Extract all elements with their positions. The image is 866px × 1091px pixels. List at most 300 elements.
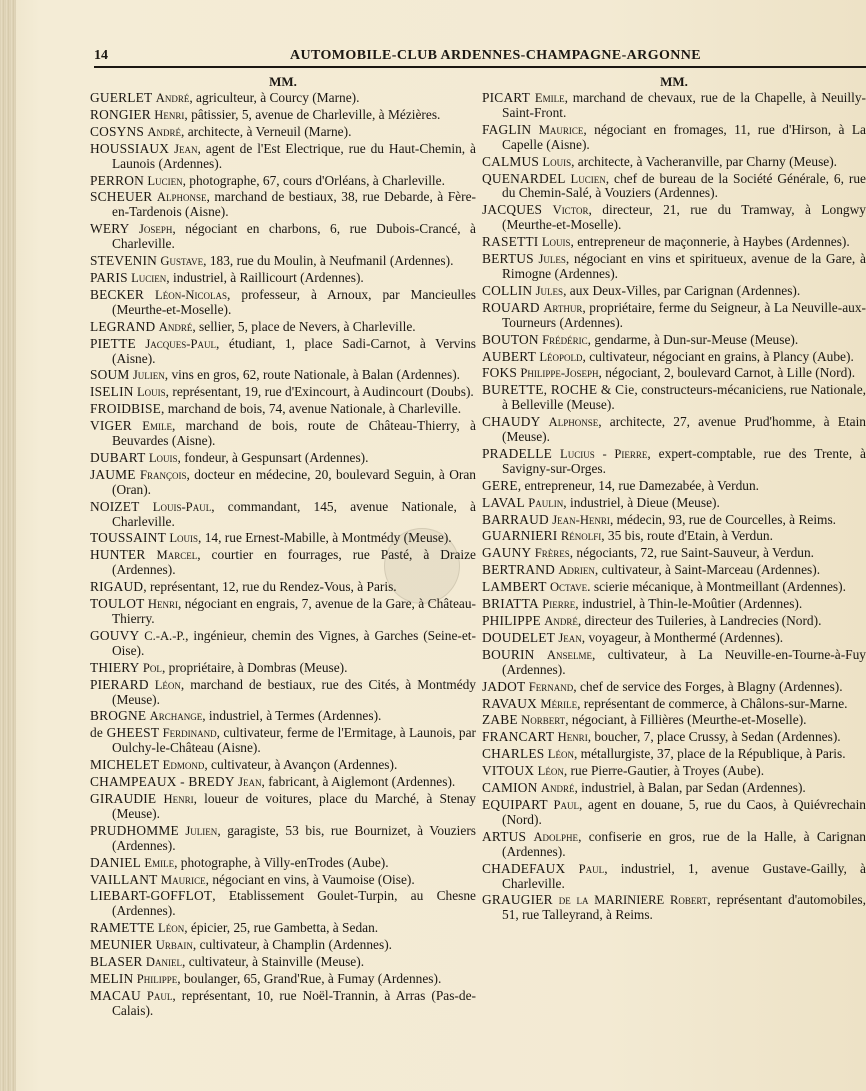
member-details: , rue Pierre-Gautier, à Troyes (Aube). xyxy=(563,764,765,779)
member-given-name: Anselme xyxy=(546,647,593,662)
member-entry xyxy=(482,764,866,779)
member-entry xyxy=(90,824,476,854)
member-surname: LEGRAND xyxy=(90,319,156,334)
member-details: , marchand de bois, route de Château-Thierry, à Beuvardes (Aisne). xyxy=(112,419,476,449)
member-entry xyxy=(90,271,476,286)
member-surname: ROUARD xyxy=(482,300,540,315)
member-details: , négociant en fromages, 11, rue d'Hirson, à La Capelle (Aisne). xyxy=(502,122,866,152)
member-entry xyxy=(90,91,476,106)
member-given-name: Paul xyxy=(578,861,605,876)
member-details: , expert-comptable, rue des Trente, à Savigny-sur-Orges. xyxy=(502,446,866,476)
member-entry xyxy=(90,222,476,252)
member-surname: PRADELLE xyxy=(482,446,553,461)
member-entry xyxy=(90,320,476,335)
member-surname: FROIDBISE xyxy=(90,402,161,417)
member-surname: DUBART xyxy=(90,450,146,465)
member-details: , marchand de bestiaux, rue des Cités, à Montmédy (Meuse). xyxy=(112,677,476,707)
member-entry xyxy=(90,889,476,919)
member-details: , négociant en vins et spiritueux, avenue de la Gare, à Rimogne (Ardennes). xyxy=(502,252,866,281)
member-entry xyxy=(90,548,476,578)
member-entry xyxy=(90,368,476,383)
member-surname: LAVAL xyxy=(482,495,525,510)
member-entry xyxy=(90,108,476,123)
member-entry xyxy=(482,680,866,695)
member-details: , cultivateur, à La Neuville-en-Tourne-à-Fuy (Ardennes). xyxy=(502,647,866,677)
member-details: , cultivateur, à Stainville (Meuse). xyxy=(182,955,365,970)
member-details: , entrepreneur, 14, rue Damezabée, à Verdun. xyxy=(517,478,760,493)
member-entry xyxy=(90,678,476,708)
member-given-name: Jacques-Paul xyxy=(145,336,216,351)
member-details: , agent en douane, 5, rue du Caos, à Quiévrechain (Nord). xyxy=(502,797,866,827)
member-details: , marchand de chevaux, rue de la Chapelle, à Neuilly-Saint-Front. xyxy=(502,91,866,120)
left-column xyxy=(90,74,476,1021)
member-entry xyxy=(90,402,476,417)
right-column xyxy=(482,74,866,925)
member-surname: BOURIN xyxy=(482,647,535,662)
member-given-name: Louis xyxy=(148,450,178,465)
member-details: , boucher, 7, place Crussy, à Sedan (Ardennes). xyxy=(587,730,841,745)
member-given-name: Rénolfi xyxy=(560,529,602,544)
member-surname: RAVAUX xyxy=(482,696,538,711)
member-entry xyxy=(482,893,866,923)
member-details: , loueur de voitures, place du Marché, à Stenay (Meuse). xyxy=(112,791,476,821)
member-surname: BARRAUD xyxy=(482,512,549,527)
member-details: , épicier, 25, rue Gambetta, à Sedan. xyxy=(184,921,379,936)
member-surname: VAILLANT xyxy=(90,872,158,887)
member-surname: HOUSSIAUX xyxy=(90,141,170,156)
page-header xyxy=(94,46,860,66)
member-entry xyxy=(90,597,476,627)
member-given-name: Lucien xyxy=(131,270,167,285)
member-entry xyxy=(482,862,866,892)
member-given-name: Archange xyxy=(149,709,203,724)
member-details: , confiserie en gros, rue de la Halle, à Carignan (Ardennes). xyxy=(502,829,866,859)
member-given-name: Henri xyxy=(147,597,179,612)
member-given-name: Lucius - Pierre xyxy=(560,446,648,461)
member-details: , propriétaire, ferme du Seigneur, à La Neuville-aux-Tourneurs (Ardennes). xyxy=(502,300,866,330)
member-entry xyxy=(482,614,866,629)
member-entry xyxy=(482,333,866,348)
member-surname: VIGER xyxy=(90,419,132,434)
member-given-name: Emile xyxy=(144,855,175,870)
member-surname: WERY xyxy=(90,222,130,237)
member-entry xyxy=(90,500,476,530)
member-details: , photographe, 67, cours d'Orléans, à Charleville. xyxy=(182,173,445,188)
member-entry xyxy=(90,468,476,498)
member-surname: EQUIPART xyxy=(482,797,548,812)
member-details: , marchand de bestiaux, 38, rue Debarde, à Fère-en-Tardenois (Aisne). xyxy=(112,190,476,220)
member-given-name: Arthur xyxy=(543,300,583,315)
member-given-name: Julien xyxy=(132,368,165,383)
member-given-name: Paul xyxy=(146,988,173,1003)
member-surname: GAUNY xyxy=(482,546,532,561)
member-entry xyxy=(90,792,476,822)
member-entry xyxy=(482,648,866,678)
member-list-left xyxy=(90,91,476,1019)
member-surname: de GHEEST xyxy=(90,726,160,741)
member-details: , gendarme, à Dun-sur-Meuse (Meuse). xyxy=(587,332,799,347)
member-details: , sellier, 5, place de Nevers, à Charleville. xyxy=(192,319,416,334)
member-surname: CALMUS xyxy=(482,154,540,169)
member-given-name: Joseph xyxy=(138,222,173,237)
member-details: , représentant d'automobiles, 51, rue Talleyrand, à Reims. xyxy=(502,893,866,923)
member-surname: GUERLET xyxy=(90,91,153,105)
member-surname: BECKER xyxy=(90,287,145,302)
member-details: , industriel, à Raillicourt (Ardennes). xyxy=(166,270,364,285)
running-head: AUTOMOBILE-CLUB ARDENNES-CHAMPAGNE-ARGONNE xyxy=(290,48,702,63)
member-given-name: Norbert xyxy=(521,713,566,728)
member-surname: PHILIPPE xyxy=(482,614,541,628)
member-surname: GERE xyxy=(482,478,518,493)
member-surname: LIEBART-GOFFLOT xyxy=(90,889,213,904)
member-surname: PIERARD xyxy=(90,677,149,692)
member-entry xyxy=(90,288,476,318)
member-entry xyxy=(90,989,476,1019)
member-given-name: Pol xyxy=(142,660,162,675)
member-given-name: Octave xyxy=(549,580,588,595)
member-details: , pâtissier, 5, avenue de Charleville, à Mézières. xyxy=(184,107,441,122)
member-surname: PRUDHOMME xyxy=(90,823,179,838)
member-given-name: Louis xyxy=(541,235,571,250)
member-given-name: Alphonse xyxy=(156,190,207,205)
member-surname: LAMBERT xyxy=(482,580,547,595)
member-surname: RASETTI xyxy=(482,235,539,250)
member-details: , entrepreneur de maçonnerie, à Haybes (Ardennes). xyxy=(570,235,850,250)
member-surname: HUNTER xyxy=(90,548,146,563)
member-given-name: Daniel xyxy=(145,955,182,970)
member-details: , boulanger, 65, Grand'Rue, à Fumay (Ardennes). xyxy=(177,971,442,986)
member-given-name: Léon xyxy=(547,747,574,762)
member-details: , négociant en engrais, 7, avenue de la Gare, à Château-Thierry. xyxy=(112,597,476,626)
member-entry xyxy=(90,709,476,724)
member-details: , Etablissement Goulet-Turpin, au Chesne (Ardennes). xyxy=(112,889,476,919)
member-details: , fondeur, à Gespunsart (Ardennes). xyxy=(177,450,369,465)
page-edge xyxy=(0,0,16,1091)
member-surname: NOIZET xyxy=(90,499,140,514)
member-surname: MEUNIER xyxy=(90,938,153,953)
member-surname: BERTRAND xyxy=(482,563,555,578)
member-details: , garagiste, 53 bis, rue Bournizet, à Vouziers (Ardennes). xyxy=(112,823,476,853)
member-entry xyxy=(90,190,476,220)
member-given-name: Paul xyxy=(553,797,579,812)
member-surname: PIETTE xyxy=(90,336,136,351)
member-surname: CHADEFAUX xyxy=(482,861,566,876)
member-surname: ZABE xyxy=(482,713,518,728)
member-given-name: Léon xyxy=(154,677,181,692)
member-entry xyxy=(482,350,866,365)
member-details: , 35 bis, route d'Etain, à Verdun. xyxy=(601,529,773,544)
member-entry xyxy=(90,385,476,400)
member-surname: STEVENIN xyxy=(90,254,158,269)
member-details: , vins en gros, 62, route Nationale, à Balan (Ardennes). xyxy=(164,368,461,383)
member-details: , métallurgiste, 37, place de la République, à Paris. xyxy=(573,747,846,762)
member-entry xyxy=(90,758,476,773)
member-entry xyxy=(90,661,476,676)
member-surname: ISELIN xyxy=(90,385,134,400)
member-given-name: Louis xyxy=(136,385,166,400)
member-given-name: Léon xyxy=(537,764,564,779)
member-entry xyxy=(90,337,476,367)
member-entry xyxy=(90,955,476,970)
member-details: . scierie mécanique, à Montmeillant (Ardennes). xyxy=(587,580,846,595)
member-given-name: Léon xyxy=(158,921,185,936)
member-given-name: Henri xyxy=(163,791,194,806)
member-given-name: Julien xyxy=(185,823,218,838)
member-details: , industriel, à Termes (Ardennes). xyxy=(202,709,382,724)
member-details: , architecte, 27, avenue Prud'homme, à Etain (Meuse). xyxy=(502,415,866,445)
member-given-name: Maurice xyxy=(160,872,206,887)
member-surname: CHAUDY xyxy=(482,415,541,430)
member-details: , représentant de commerce, à Châlons-sur-Marne. xyxy=(577,696,848,711)
member-entry xyxy=(90,972,476,987)
member-given-name: Edmond xyxy=(162,758,205,773)
member-details: , courtier en fourrages, rue Pasté, à Draize (Ardennes). xyxy=(112,548,476,578)
member-given-name: C.-A.-P. xyxy=(144,628,186,643)
member-surname: SCHEUER xyxy=(90,190,153,205)
member-entry xyxy=(482,781,866,796)
member-details: , cultivateur, à Avançon (Ardennes). xyxy=(204,758,398,773)
member-given-name: Jean xyxy=(238,775,262,790)
member-surname: JAUME xyxy=(90,467,136,482)
member-list-right xyxy=(482,91,866,923)
member-surname: CAMION xyxy=(482,781,538,796)
member-surname: MELIN xyxy=(90,971,134,986)
member-surname: BLASER xyxy=(90,955,143,970)
page-number: 14 xyxy=(94,48,108,63)
member-entry xyxy=(482,580,866,595)
member-details: , 14, rue Ernest-Mabille, à Montmédy (Meuse). xyxy=(198,531,452,546)
member-given-name: Victor xyxy=(552,203,589,218)
member-entry xyxy=(90,873,476,888)
member-surname: VITOUX xyxy=(482,764,535,779)
member-given-name: Louis xyxy=(169,531,199,546)
member-details: , aux Deux-Villes, par Carignan (Ardennes). xyxy=(563,283,801,298)
member-entry xyxy=(90,775,476,790)
member-entry xyxy=(90,531,476,546)
member-surname: FAGLIN xyxy=(482,122,532,137)
member-surname: GIRAUDIE xyxy=(90,791,157,806)
member-details: , commandant, 145, avenue Nationale, à Charleville. xyxy=(112,499,476,529)
member-entry xyxy=(90,856,476,871)
member-details: , représentant, 12, rue du Rendez-Vous, à Paris. xyxy=(143,580,397,595)
member-details: , voyageur, à Monthermé (Ardennes). xyxy=(581,630,784,645)
member-given-name: Adrien xyxy=(558,563,595,578)
member-entry xyxy=(482,91,866,121)
member-details: , cultivateur, négociant en grains, à Plancy (Aube). xyxy=(582,349,854,364)
member-details: , directeur des Tuileries, à Landrecies (Nord). xyxy=(577,614,822,628)
member-surname: CHARLES xyxy=(482,747,545,762)
member-given-name: Pierre xyxy=(542,597,576,612)
member-details: , négociant en charbons, 6, rue Dubois-Crancé, à Charleville. xyxy=(112,222,476,252)
member-entry xyxy=(482,697,866,712)
member-surname: TOULOT xyxy=(90,597,145,612)
member-details: , cultivateur, à Saint-Marceau (Ardennes). xyxy=(594,563,821,578)
member-given-name: Henri xyxy=(154,107,185,122)
member-details: , négociants, 72, rue Saint-Sauveur, à Verdun. xyxy=(569,546,815,561)
member-entry xyxy=(482,513,866,528)
member-details: , cultivateur, à Champlin (Ardennes). xyxy=(192,938,393,953)
member-details: , propriétaire, à Dombras (Meuse). xyxy=(161,660,348,675)
member-surname: BURETTE, ROCHE & Cie xyxy=(482,383,635,398)
member-entry xyxy=(90,580,476,595)
member-entry xyxy=(90,629,476,659)
member-surname: GOUVY xyxy=(90,628,140,643)
member-details: , industriel, à Balan, par Sedan (Ardennes). xyxy=(574,781,806,796)
member-details: , étudiant, 1, place Sadi-Carnot, à Vervins (Aisne). xyxy=(112,336,476,366)
column-heading: MM. xyxy=(660,74,688,89)
member-entry xyxy=(482,235,866,250)
member-entry xyxy=(90,125,476,140)
member-details: , chef de service des Forges, à Blagny (Ardennes). xyxy=(573,679,843,694)
member-entry xyxy=(482,123,866,153)
member-surname: GRAUGIER xyxy=(482,893,553,908)
member-details: , ingénieur, chemin des Vignes, à Garches (Seine-et-Oise). xyxy=(112,628,476,658)
member-given-name: André xyxy=(155,91,190,105)
member-entry xyxy=(482,284,866,299)
member-given-name: André xyxy=(147,124,182,139)
member-entry xyxy=(482,563,866,578)
member-details: , agriculteur, à Courcy (Marne). xyxy=(189,91,360,105)
member-given-name: de la MARINIERE Robert xyxy=(558,893,708,908)
member-given-name: Ferdinand xyxy=(162,726,217,741)
member-surname: CHAMPEAUX - BREDY xyxy=(90,775,235,790)
member-details: , industriel, à Thin-le-Moûtier (Ardennes). xyxy=(575,597,803,612)
member-entry xyxy=(90,174,476,189)
member-given-name: Gustave xyxy=(160,254,204,269)
member-details: , négociant, à Fillières (Meurthe-et-Moselle). xyxy=(565,713,807,728)
member-given-name: André xyxy=(158,319,193,334)
member-given-name: Marcel xyxy=(156,548,198,563)
member-entry xyxy=(482,366,866,381)
member-entry xyxy=(482,252,866,282)
member-surname: TOUSSAINT xyxy=(90,531,166,546)
member-given-name: Léopold xyxy=(539,349,583,364)
member-given-name: Urbain xyxy=(155,938,193,953)
member-surname: DOUDELET xyxy=(482,630,555,645)
member-given-name: Fernand xyxy=(528,679,574,694)
member-given-name: Jean xyxy=(174,141,198,156)
member-details: , docteur en médecine, 20, boulevard Seguin, à Oran (Oran). xyxy=(112,467,476,497)
member-surname: JACQUES xyxy=(482,203,543,218)
member-given-name: Lucien xyxy=(147,173,183,188)
member-given-name: Lucien xyxy=(570,171,606,186)
member-details: , représentant, 19, rue d'Exincourt, à Audincourt (Doubs). xyxy=(165,385,474,400)
member-surname: PICART xyxy=(482,91,531,105)
member-given-name: Frédéric xyxy=(542,332,588,347)
member-given-name: Adolphe xyxy=(533,829,579,844)
member-given-name: Frères xyxy=(534,546,570,561)
member-surname: RONGIER xyxy=(90,107,151,122)
member-entry xyxy=(482,631,866,646)
member-given-name: Mérile xyxy=(540,696,578,711)
member-entry xyxy=(482,479,866,494)
member-details: , industriel, à Dieue (Meuse). xyxy=(563,495,720,510)
member-surname: COLLIN xyxy=(482,283,533,298)
member-surname: AUBERT xyxy=(482,349,536,364)
member-surname: BERTUS xyxy=(482,252,534,267)
member-surname: GUARNIERI xyxy=(482,529,558,544)
member-entry xyxy=(482,172,866,202)
member-given-name: André xyxy=(544,614,578,628)
member-entry xyxy=(482,383,866,413)
member-given-name: Henri xyxy=(557,730,588,745)
member-surname: SOUM xyxy=(90,368,130,383)
member-entry xyxy=(482,203,866,233)
member-entry xyxy=(482,546,866,561)
member-surname: JADOT xyxy=(482,679,526,694)
member-surname: BRIATTA xyxy=(482,597,539,612)
member-given-name: François xyxy=(140,467,187,482)
member-surname: BROGNE xyxy=(90,709,147,724)
member-given-name: Emile xyxy=(534,91,565,105)
member-surname: ARTUS xyxy=(482,829,527,844)
member-entry xyxy=(482,730,866,745)
member-details: , négociant en vins, à Vaumoise (Oise). xyxy=(205,872,415,887)
member-details: , marchand de bois, 74, avenue Nationale, à Charleville. xyxy=(161,402,462,417)
member-given-name: Philippe xyxy=(136,971,178,986)
member-given-name: Jules xyxy=(538,252,566,267)
member-details: , directeur, 21, rue du Tramway, à Longwy (Meurthe-et-Moselle). xyxy=(502,203,866,233)
member-details: , cultivateur, ferme de l'Ermitage, à Launois, par Oulchy-le-Château (Aisne). xyxy=(112,726,476,756)
member-surname: FOKS xyxy=(482,366,518,381)
member-details: , professeur, à Arnoux, par Mancieulles (Meurthe-et-Moselle). xyxy=(112,287,476,317)
member-given-name: Philippe-Joseph xyxy=(520,366,599,381)
member-details: , industriel, 1, avenue Gustave-Gailly, à Charleville. xyxy=(502,861,866,891)
member-surname: BOUTON xyxy=(482,332,539,347)
member-entry xyxy=(482,301,866,331)
member-given-name: Emile xyxy=(142,419,172,434)
member-surname: FRANCART xyxy=(482,730,555,745)
member-entry xyxy=(90,938,476,953)
member-given-name: Jean-Henri xyxy=(552,512,610,527)
member-details: , agent de l'Est Electrique, rue du Haut-Chemin, à Launois (Ardennes). xyxy=(112,141,476,171)
member-surname: DANIEL xyxy=(90,855,142,870)
member-details: , représentant, 10, rue Noël-Trannin, à Arras (Pas-de-Calais). xyxy=(112,988,476,1018)
member-given-name: Maurice xyxy=(538,122,584,137)
member-given-name: Léon-Nicolas xyxy=(155,287,228,302)
member-entry xyxy=(482,597,866,612)
member-surname: PERRON xyxy=(90,173,145,188)
member-given-name: Louis-Paul xyxy=(152,499,212,514)
member-details: , 183, rue du Moulin, à Neufmanil (Ardennes). xyxy=(203,254,454,269)
member-entry xyxy=(482,798,866,828)
member-given-name: Paulin xyxy=(528,495,564,510)
member-details: , photographe, à Villy-enTrodes (Aube). xyxy=(174,855,389,870)
member-given-name: Alphonse xyxy=(548,415,599,430)
member-details: , fabricant, à Aiglemont (Ardennes). xyxy=(261,775,456,790)
member-given-name: Jean xyxy=(558,630,582,645)
member-surname: MACAU xyxy=(90,988,141,1003)
member-entry xyxy=(90,726,476,756)
member-details: , médecin, 93, rue de Courcelles, à Reims. xyxy=(609,512,837,527)
member-surname: RAMETTE xyxy=(90,921,155,936)
member-details: , constructeurs-mécaniciens, rue Nationale, à Belleville (Meuse). xyxy=(502,383,866,413)
member-entry xyxy=(482,496,866,511)
member-entry xyxy=(482,747,866,762)
member-entry xyxy=(482,447,866,477)
member-details: , architecte, à Verneuil (Marne). xyxy=(181,124,352,139)
member-entry xyxy=(90,419,476,449)
member-entry xyxy=(482,529,866,544)
member-entry xyxy=(90,254,476,269)
member-surname: PARIS xyxy=(90,270,128,285)
member-surname: RIGAUD xyxy=(90,580,144,595)
member-given-name: Jules xyxy=(535,283,564,298)
member-surname: QUENARDEL xyxy=(482,171,566,186)
member-details: , chef de bureau de la Société Générale, 6, rue du Chemin-Salé, à Vouziers (Ardennes). xyxy=(502,171,866,201)
column-heading: MM. xyxy=(269,74,297,89)
member-entry xyxy=(482,415,866,445)
